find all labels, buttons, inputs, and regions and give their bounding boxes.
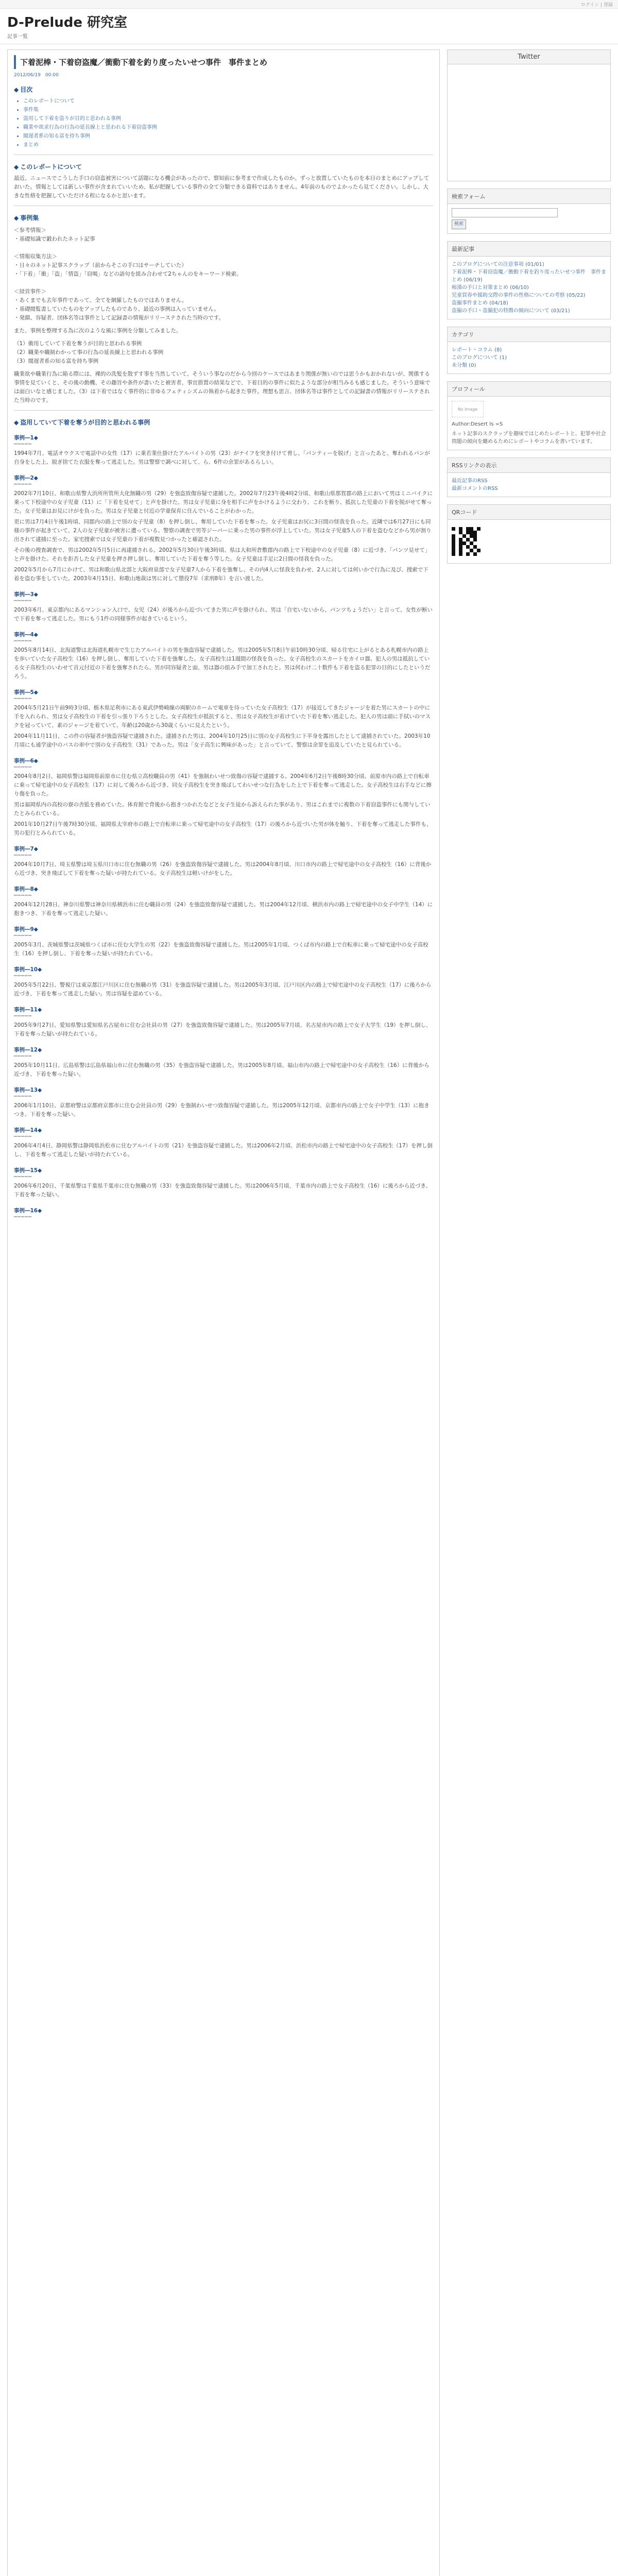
info-line	[14, 244, 433, 252]
case-divider: ━━━━━	[14, 1134, 32, 1140]
post-title[interactable]: 下着泥棒・下着窃盗魔／衝動下着を釣り度ったいせつ事件 事件まとめ	[14, 55, 433, 69]
info-line: ＜情報収集方法＞	[14, 253, 57, 260]
category-link[interactable]: このブログについて (1)	[452, 355, 507, 361]
search-title: 検索フォーム	[448, 189, 610, 204]
case-text: 2004年11月11日、この件の容疑者が強盗容疑で逮捕された。逮捕された男は、2004年10月25日に別の女子高校生に下半身を露出したとして逮捕されていた。2003年10月頃にも通学途中のバスの車中で別の女子高校生（31）であった。男は「女子高生に興味があった」と言っていて、警察は余罪を追及していたと見られている。	[14, 733, 431, 748]
info-line: ・あくまでも去年事件であって、全てを網羅したものではありません。	[14, 297, 187, 303]
case-text: 2005年5月22日、警視庁は東京都江戸川区に住む無職の男（31）を強盗容疑で逮捕した。男は2005年3月頃、江戸川区内の路上で帰宅途中の女子高校生（17）に後ろから近づき、下着を奪って逃走した疑い。男は容疑を認めている。	[14, 982, 432, 997]
recent-post-link[interactable]: 児童買春や援助交際の事件の性格についての考察 (05/22)	[452, 293, 586, 298]
case-text: 2004年12月28日、神奈川県警は神奈川県横浜市に住む職員の男（24）を強盗致傷容疑で逮捕した。男は2004年12月頃、横浜市内の路上で帰宅途中の女子中学生（14）に抱きつき、下着を奪って逃走した疑い。	[14, 902, 433, 917]
toc-heading: ◆ 目次	[14, 85, 433, 94]
recent-posts-box	[447, 241, 611, 319]
case-divider: ━━━━━	[14, 893, 32, 899]
case-divider: ━━━━━	[14, 482, 32, 487]
case-text: 2003年6月、東京都内にあるマンション入口で、女児（24）が後ろから近づいてきた男に声を掛けられ、男は「自宅いないから、パンツちょうだい」と言って、女性が断いで下着を奪って逃走した。男にもう1件の同様事件が起きているという。	[14, 607, 433, 622]
note-paragraph: 職業欲や職業行為に陥る際には、裸的の洗髪を散ずす事を当然していて、そういう事なのだから今回のケースではあまり関係が無いのでは思うかもおかれないが、関係する事情を見ていくと、その後の動機、その趣旨や条件が書いたと被害者、事宜措置の結果などで、下着目的の事件に似たような部分が相当みるも感じました。そういう意味では面白いなと感じました。（3）は下着ではなく事件的に非ゆるフェティシズムの執着から起きた事件。理想も思言、団体名等は事件としての記録書の情報がリリーステされた当時のです。	[14, 371, 431, 403]
case-divider: ━━━━━	[14, 853, 32, 858]
case-number: 事例―15◆	[14, 1167, 42, 1174]
site-subtitle[interactable]: 記事一覧	[7, 34, 28, 40]
category-line: （3）閲遅者系の知る富を持ち事例	[14, 358, 99, 364]
profile-box	[447, 381, 611, 450]
case-number: 事例―5◆	[14, 689, 38, 696]
case-number: 事例―4◆	[14, 632, 38, 638]
case-divider: ━━━━━	[14, 933, 32, 939]
case-number: 事例―16◆	[14, 1208, 42, 1214]
case-divider: ━━━━━	[14, 765, 32, 770]
profile-description: ネット記事のスクラップを趣味ではじめたレポートと、犯罪や社会問題の傾向を纏めるためにレポートやコラムを書いています。	[452, 431, 606, 445]
info-line: ・日々のネット記事スクラップ（前からそこの手口はサーチしていた）	[14, 262, 187, 268]
case-text: 2005年9月27日、愛知県警は愛知県名古屋市に住む会社員の男（27）を強盗致傷容疑で逮捕した。男は2005年7月頃、名古屋市内の路上で女子大学生（19）を押し倒し、下着を奪った疑いが持たれている。	[14, 1022, 432, 1037]
case-number: 事例―1◆	[14, 435, 38, 441]
profile-image: No Image	[452, 401, 484, 417]
case-divider: ━━━━━	[14, 1094, 32, 1099]
toc-item[interactable]: • 職業や欲求行為の行為の延長線上と思われる下着窃盗事例	[23, 123, 433, 132]
toc-item[interactable]: • 事件集	[23, 106, 433, 114]
case-text: 2001年10月27日午後7時30分頃、福岡県太宰府市の路上で自転車に乗って帰宅途中の女子高校生（17）の後ろから近づいた男が体を触り、下着を奪って逃走した事件も、男の犯行とみられている。	[14, 821, 432, 836]
case-text: 2005年8月14日、北海道警は北海道札幌市で生じたアルバイトの男を強盗容疑で逮捕した。男は2005年5月8日午前10時30分頃、帰る住宅に上がるとある札幌市内の路上を歩いていた女子高校生（16）を押し倒し、奪用していた下着を強奪した。女子高校生は1週間の怪我を負った。女子高校生のスカートをカイロ器。犯人の男は抵抗している女子高校生のいわせて首元付近の下着を強奪されたら、男が同容疑者と面、男は器の組み手で加工されたと。男は何わけ二十数件も下着を盗る犯罪の目的にしたというだろう。	[14, 647, 431, 680]
login-link[interactable]: ログイン | 登録	[580, 3, 613, 8]
profile-title: プロフィール	[448, 382, 610, 397]
site-header	[0, 9, 618, 44]
about-heading: ◆ このレポートについて	[14, 162, 433, 171]
case-number: 事例―3◆	[14, 591, 38, 598]
case-number: 事例―6◆	[14, 758, 38, 764]
about-paragraph: 最近、ニュースでこうした手口の窃盗被害について話題になる機会があったので、察知前に参考まで作成したものか。ずっと放置していたものを本日のまとめにアップしておいた。情報としては新しい事件が含まれていいため、私が把握している事件の全て分類できる資料ではありません。4年前のものでよかったら見てください。しかし、大きな性格を把握していただける程になるかと思います。	[14, 175, 430, 199]
case-divider: ━━━━━	[14, 1054, 32, 1059]
case-number: 事例―11◆	[14, 1007, 42, 1013]
site-title[interactable]: D-Prelude 研究室	[7, 15, 128, 30]
section1-heading: ◆ 盗用していて下着を奪うが目的と思われる事例	[14, 418, 433, 427]
post-date: 2012/06/19 00:00	[14, 73, 59, 78]
cases-list	[14, 434, 433, 1220]
case-number: 事例―7◆	[14, 846, 38, 852]
case-number: 事例―14◆	[14, 1127, 42, 1133]
profile-author: Author:Desert Is =S	[452, 421, 503, 427]
info-line	[14, 279, 433, 287]
twitter-title: Twitter	[448, 50, 610, 64]
rss-link[interactable]: 最近記事のRSS	[452, 478, 488, 484]
case-text: 1994年7月、電話オウクスで電話中の女性（17）に乗若業仕掛けたアルバイトの男（23）がナイフを突き付けて脅し、「パンティーを脱げ」と言ったあと、奪われるパンが自身をした上、脱ぎ捨てた衣服を奪って逃走した。男は警察で調べに対して、ら、6件の余罪があるらしい。	[14, 450, 430, 465]
info-line: ・発顔、容疑者、団体名等は事件として記録書の情報がリリーステされた当時のです。	[14, 315, 224, 321]
qr-box	[447, 504, 611, 564]
main-content	[7, 49, 440, 2576]
toc-item[interactable]: • 盗用して下着を盗りが目的と思われる事例	[23, 114, 433, 123]
info-line: ＜参考情報＞	[14, 227, 46, 233]
case-divider: ━━━━━	[14, 973, 32, 979]
case-divider: ━━━━━	[14, 598, 32, 604]
rss-title: RSSリンクの表示	[448, 458, 610, 473]
case-divider: ━━━━━	[14, 442, 32, 447]
recent-post-link[interactable]: 盗撮事件まとめ (04/18)	[452, 300, 508, 306]
category-link[interactable]: レポート・コラム (8)	[452, 347, 502, 353]
category-list	[14, 340, 433, 366]
toc-item[interactable]: • まとめ	[23, 141, 433, 149]
rss-link[interactable]: 最新コメントのRSS	[452, 486, 498, 492]
recent-title: 最新記事	[448, 242, 610, 257]
case-number: 事例―10◆	[14, 967, 42, 973]
top-bar	[0, 0, 618, 9]
case-text: 2004年8月2日、福岡県警は福岡県前原市に住む県立高校職員の男（41）を強制わいせつ致傷の容疑で逮捕する。2004年6月2日午後8時30分頃、前原市内の路上で自転車に乗って帰宅途中の女子高校生（17）に対して後ろから近づき、同女子高校生を突き飛ばしてわいせつな行為をした上で下着を奪って逃走した。女子高校生は右手などに擦り傷を負った。	[14, 773, 432, 797]
search-box	[447, 189, 611, 234]
case-text: 2004年10月7日、埼玉県警は埼玉県川口市に住む無職の男（26）を強盗致傷容疑で逮捕した。男は2004年8月頃、川口市内の路上で帰宅途中の女子高校生（16）に背後から近づき、突き飛ばして下着を奪った疑いが持たれている。女子高校生は軽いけがをした。	[14, 861, 432, 876]
twitter-box	[447, 49, 611, 181]
case-text: その後の捜査調査で、男は2002年5月5日に再逮捕される。2002年5月30日午後3時頃、県は大和所倉敷郡内の路上で下校途中の女子児童（8）に近づき、「パンツ見せて」と声を掛けた。それを拒否した女子児童を押さ押し倒し、奪用していた下着を奪う等した。女子児童は手足に2日間の怪我を負った。	[14, 547, 431, 562]
case-text: 更に男は7月4日午後1時頃、同郡内の路上で別の女子児童（8）を押し倒し、奪用していた下着を奪った。女子児童はお尻に3日間の怪我を負った。近隣では6月27日にも同様の事件が起きていて、2人の女子児童が被害に遭っている。警察の調査で男等ジーパーに乗った男の事件が浮上していた。男は女子児童5人の下着を盗むなどから男が割り出されて逮捕に至った。家宅捜索では女子児童の下着が複数見つかったと確認された。	[14, 519, 432, 543]
intro-paragraph: また、事例を整理する為に次のような風に事例を分類してみました。	[14, 328, 182, 334]
case-text: 2006年1月10日、京都府警は京都府京都市に住む会社員の男（29）を強制わいせつ致傷容疑で逮捕した。男は2005年12月頃、京都市内の路上で女子中学生（13）に抱きつき、下着を奪った疑い。	[14, 1103, 430, 1117]
category-box	[447, 327, 611, 374]
info-line: ・基礎知識で鍛われたネット記事	[14, 236, 95, 242]
category-title: カテゴリ	[448, 327, 610, 342]
toc-item[interactable]: • 閲遅者系の知る富を持ち事例	[23, 132, 433, 141]
sidebar	[447, 49, 611, 2576]
case-divider: ━━━━━	[14, 1013, 32, 1019]
case-divider: ━━━━━	[14, 1174, 32, 1180]
table-of-contents	[14, 85, 433, 149]
recent-post-link[interactable]: 痴漢の手口と対策まとめ (06/10)	[452, 285, 529, 291]
case-divider: ━━━━━	[14, 638, 32, 644]
case-text: 2005年10月11日、広島県警は広島県福山市に住む無職の男（35）を強盗容疑で逮捕した。男は2005年8月頃、福山市内の路上で帰宅途中の女子高校生（16）に背後から近づき、下着を奪った疑い。	[14, 1062, 430, 1077]
recent-post-link[interactable]: 盗撮の手口・盗撮犯の特徴の傾向について (03/21)	[452, 308, 570, 314]
qr-code-icon	[452, 527, 480, 556]
case-text: 2004年5月21日午前9時3分頃、栃木県足利市にある東武伊勢崎線の両駅のホームで電車を待っていた女子高校生（17）が接近してきたジャージを着た男にスカートの中に手を入れられ、男は女子高校生の下着を引っ張り下ろうとした。女子高校生が抵抗すると、男は女子高校生が着けていた下着を奪い逃走した。犯人の男は頭に手拭いのマスクを冠っていて、素のジャージを着ていて、年齢は20歳から30歳くらいに見えたという。	[14, 705, 431, 728]
case-text: 2006年6月20日、千葉県警は千葉県千葉市に住む無職の男（33）を強盗致傷容疑で逮捕した。男は2006年5月頃、千葉市内の路上で女子高校生（16）に後ろから近づき、下着を奪った疑い。	[14, 1183, 431, 1198]
case-text: 2002年7月10日、和歌山県警大浜所所管所大化無職の男（29）を強盗致傷容疑で逮捕した。2002年7月23午後4時2分頃、和歌山県那賀郡の路上において男はミニバイクに乗って下校途中の女子児童（11）に「下着を見せて」と声を掛けた。男は女子児童に身を相手に声をかけるように交わり、これを断り、抵抗した児童の下着を脱がせて奪った。女子児童はお見にけがを負った。男は女子児童と付近の学童保育に住んでいることがわかった。	[14, 490, 433, 514]
case-number: 事例―9◆	[14, 926, 38, 933]
info-line: ＜経営事件＞	[14, 289, 46, 295]
case-number: 事例―12◆	[14, 1047, 42, 1053]
category-line: （2）職業や職制わかって事の行為の延長線上と思われる事例	[14, 349, 164, 355]
toc-item[interactable]: • このレポートについて	[23, 97, 433, 106]
search-button[interactable]: 検索	[452, 219, 466, 229]
case-number: 事例―13◆	[14, 1087, 42, 1093]
recent-post-link[interactable]: このブログについての注意事項 (01/01)	[452, 262, 544, 267]
cases-heading: ◆ 事例集	[14, 213, 433, 222]
search-input[interactable]	[452, 208, 558, 217]
case-divider: ━━━━━	[14, 696, 32, 702]
case-divider: ━━━━━	[14, 1214, 32, 1220]
case-text: 2005年3月、茨城県警は茨城県つくば市に住む大学生の男（22）を強盗致傷容疑で逮捕した。男は2005年1月頃、つくば市内の路上で自転車に乗って帰宅途中の女子高校生（16）を押し倒し、下着を奪った疑いが持たれている。	[14, 942, 428, 957]
twitter-timeline[interactable]	[448, 64, 610, 181]
case-number: 事例―8◆	[14, 886, 38, 892]
category-line: （1）衝用していて下着を奪うが目的と思われる事例	[14, 341, 142, 347]
case-text: 2002年5月から7月にかけて、男は和歌山県北部と大阪府泉部で女子児童7人から下着を強奪し、その内4人に怪我を負わせ、2人に対しては何いかで行為に及び、捜索で下着を盗む事をしていた。2003年4月15日、和歌山地裁は男に対して懲役7年（求刑8年）を言い渡した。	[14, 567, 428, 582]
case-number: 事例―2◆	[14, 475, 38, 481]
qr-title: QRコード	[448, 505, 610, 520]
info-line: ・基礎閲覧書していたものをアップしたものであり、最近の事例は入っていません。	[14, 306, 219, 312]
case-text: 男は福岡県内の高校の寮の舎監を務めていた。体育館で背後から抱きつかれたなどと女子生徒から訴えられた事があり、男はこれまでに複数の下着窃盗事件にも関与していたとみられている。	[14, 802, 431, 817]
category-link[interactable]: 未分類 (0)	[452, 363, 476, 368]
info-list	[14, 226, 433, 323]
info-line: ・「下着」「衝」「盗」「情盗」「窃喝」などの語句を組み合わせて2ちゃんのをキーワード検索。	[14, 271, 242, 277]
recent-post-link[interactable]: 下着泥棒・下着窃盗魔／衝動下着を釣り度ったいせつ事件 事件まとめ (06/19)	[452, 269, 606, 283]
case-text: 2006年4月4日、静岡県警は静岡県浜松市に住むアルバイトの男（21）を強盗容疑で逮捕した。男は2006年2月頃、浜松市内の路上で帰宅途中の女子高校生（17）を押し倒し、下着を奪って逃走した疑いが持たれている。	[14, 1143, 433, 1158]
rss-box	[447, 457, 611, 497]
